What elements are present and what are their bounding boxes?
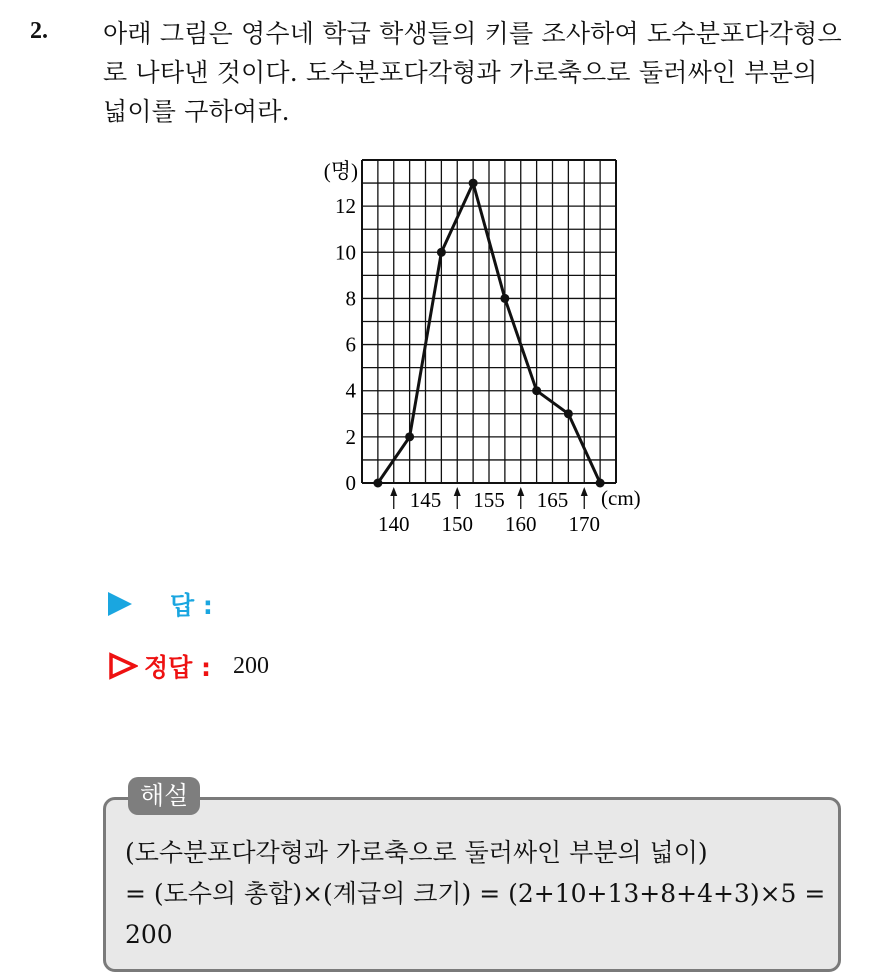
explanation-line: (도수분포다각형과 가로축으로 둘러싸인 부분의 넓이)	[125, 838, 708, 867]
y-tick-label: 10	[335, 240, 356, 265]
correct-answer-label: 정답 :	[144, 653, 212, 682]
question-line: 아래 그림은 영수네 학급 학생들의 키를 조사하여 도수분포다각형으	[103, 19, 842, 48]
correct-answer-value: 200	[233, 652, 270, 679]
y-tick-label: 0	[345, 471, 356, 495]
data-point	[596, 479, 605, 488]
y-axis-label: (명)	[323, 159, 358, 183]
data-point	[532, 386, 541, 395]
x-tick-label-lower: 160	[505, 512, 537, 536]
answer-label: 답 :	[170, 591, 213, 620]
question-text	[103, 14, 863, 131]
question-number: 2.	[30, 18, 48, 44]
question-line: 넓이를 구하여라.	[103, 97, 290, 126]
x-tick-label-upper: 145	[409, 488, 442, 512]
question-line: 로 나타낸 것이다. 도수분포다각형과 가로축으로 둘러싸인 부분의	[103, 58, 818, 87]
explanation-line: 200	[125, 920, 173, 949]
y-tick-label: 6	[345, 332, 356, 357]
data-point	[469, 179, 478, 188]
x-tick-label-upper: 165	[536, 488, 569, 512]
x-axis-label: (cm)	[601, 486, 641, 510]
x-tick-arrow-head	[581, 487, 588, 496]
x-tick-arrow-head	[454, 487, 461, 496]
explanation-text	[125, 832, 835, 955]
x-tick-label-upper: 155	[473, 488, 505, 512]
correct-answer-row	[108, 648, 269, 684]
explanation-line: = (도수의 총합)×(계급의 크기) = (2+10+13+8+4+3)×5 =	[125, 879, 826, 908]
data-point	[373, 479, 382, 488]
answer-row	[108, 586, 213, 622]
data-point	[500, 294, 509, 303]
x-tick-arrow-head	[390, 487, 397, 496]
explanation-tab: 해설	[128, 777, 200, 815]
y-tick-label: 8	[345, 286, 356, 311]
x-tick-label-lower: 150	[441, 512, 473, 536]
data-point	[437, 248, 446, 257]
data-point	[564, 409, 573, 418]
y-tick-label: 12	[335, 194, 356, 219]
correct-triangle-icon	[108, 652, 138, 680]
answer-triangle-icon	[108, 592, 132, 616]
x-tick-label-lower: 170	[568, 512, 600, 536]
y-tick-label: 2	[345, 424, 356, 449]
data-point	[405, 432, 414, 441]
frequency-polygon-chart	[300, 148, 660, 543]
y-tick-label: 4	[345, 378, 356, 403]
x-tick-arrow-head	[517, 487, 524, 496]
x-tick-label-lower: 140	[378, 512, 410, 536]
